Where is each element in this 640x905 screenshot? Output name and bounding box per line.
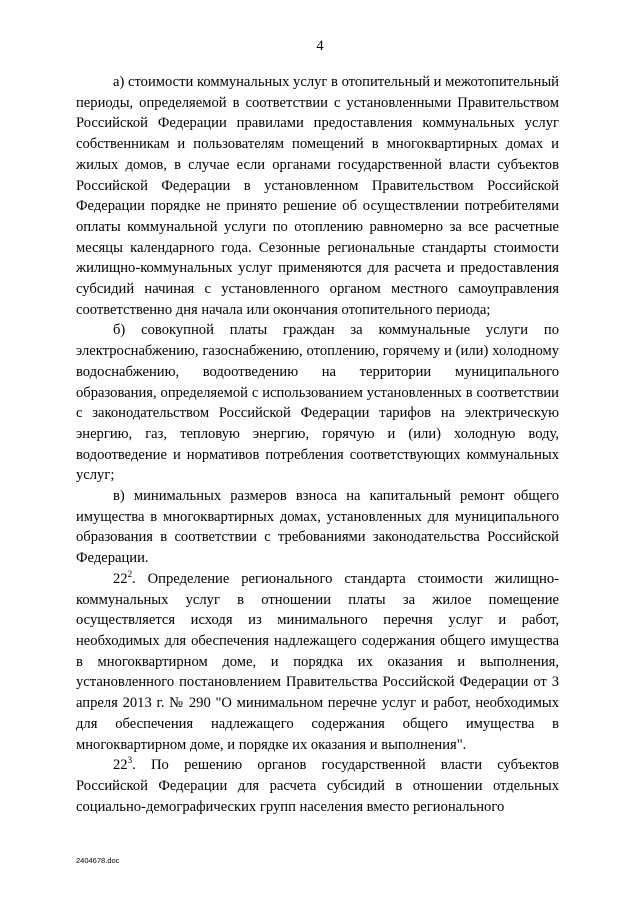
page-number: 4	[316, 38, 324, 54]
list-marker-a: а)	[113, 74, 128, 90]
paragraph-b-text: совокупной платы граждан за коммунальные услуги по электроснабжению, газоснабжению, отоплению, горячему и (или) холодному водоснабжению, водоотведению на территории муниципального образования, определяемой с использованием установленных в соответствии с законодательством Российской Федерации тарифов на электрическую энергию, газ, тепловую энергию, горячую и (или) холодную воду, водоотведение и нормативов потребления соответствующих коммунальных услуг;	[76, 322, 560, 484]
list-marker-v: в)	[113, 488, 134, 505]
paragraph-a	[76, 72, 559, 320]
paragraph-22-3-text: По решению органов государственной власти субъектов Российской Федерации для расчета субсидий в отношении отдельных социально-демографических групп населения вместо регионального	[76, 757, 560, 815]
list-marker-b: б)	[113, 322, 142, 339]
paragraph-v-text: минимальных размеров взноса на капитальный ремонт общего имущества в многоквартирных домах, установленных для муниципального образования в соответствии с требованиями законодательства Российской Федерации.	[76, 488, 559, 567]
section-number-dot: .	[132, 757, 151, 774]
section-number: 22	[113, 757, 128, 774]
section-number-superscript: 2	[127, 568, 133, 579]
paragraph-22-2-text: Определение регионального стандарта стоимости жилищно-коммунальных услуг в отношении платы за жилое помещение осуществляется исходя из минимального перечня услуг и работ, необходимых для обеспечения надлежащего содержания общего имущества в многоквартирном доме, и порядка их оказания и выполнения, установленного постановлением Правительства Российской Федерации от 3 апреля 2013 г. № 290 "О минимальном перечне услуг и работ, необходимых для обеспечения надлежащего содержания общего имущества в многоквартирном доме, и порядке их оказания и выполнения".	[76, 570, 560, 753]
paragraph-v	[76, 486, 559, 569]
section-number-dot: .	[132, 570, 148, 587]
paragraph-22-2	[76, 569, 559, 755]
section-number: 22	[113, 570, 128, 587]
paragraph-a-text: стоимости коммунальных услуг в отопительный и межотопительный периоды, определяемой в соответствии с установленными Правительством Российской Федерации правилами предоставления коммунальных услуг собственникам и пользователям помещений в многоквартирных домах и жилых домов, в случае если органами государственной власти субъектов Российской Федерации в установленном Правительством Российской Федерации порядке не принято решение об осуществлении потребителями оплаты коммунальной услуги по отоплению равномерно за все расчетные месяцы календарного года. Сезонные региональные стандарты стоимости жилищно-коммунальных услуг применяются для расчета и предоставления субсидий начиная с установленного органом местного самоуправления соответственно дня начала или окончания отопительного периода;	[76, 74, 559, 318]
footer-file-name: 2404678.doc	[76, 856, 120, 865]
paragraph-b	[76, 320, 559, 486]
section-number-superscript: 3	[127, 755, 133, 766]
document-body	[76, 72, 559, 817]
paragraph-22-3	[76, 755, 559, 817]
